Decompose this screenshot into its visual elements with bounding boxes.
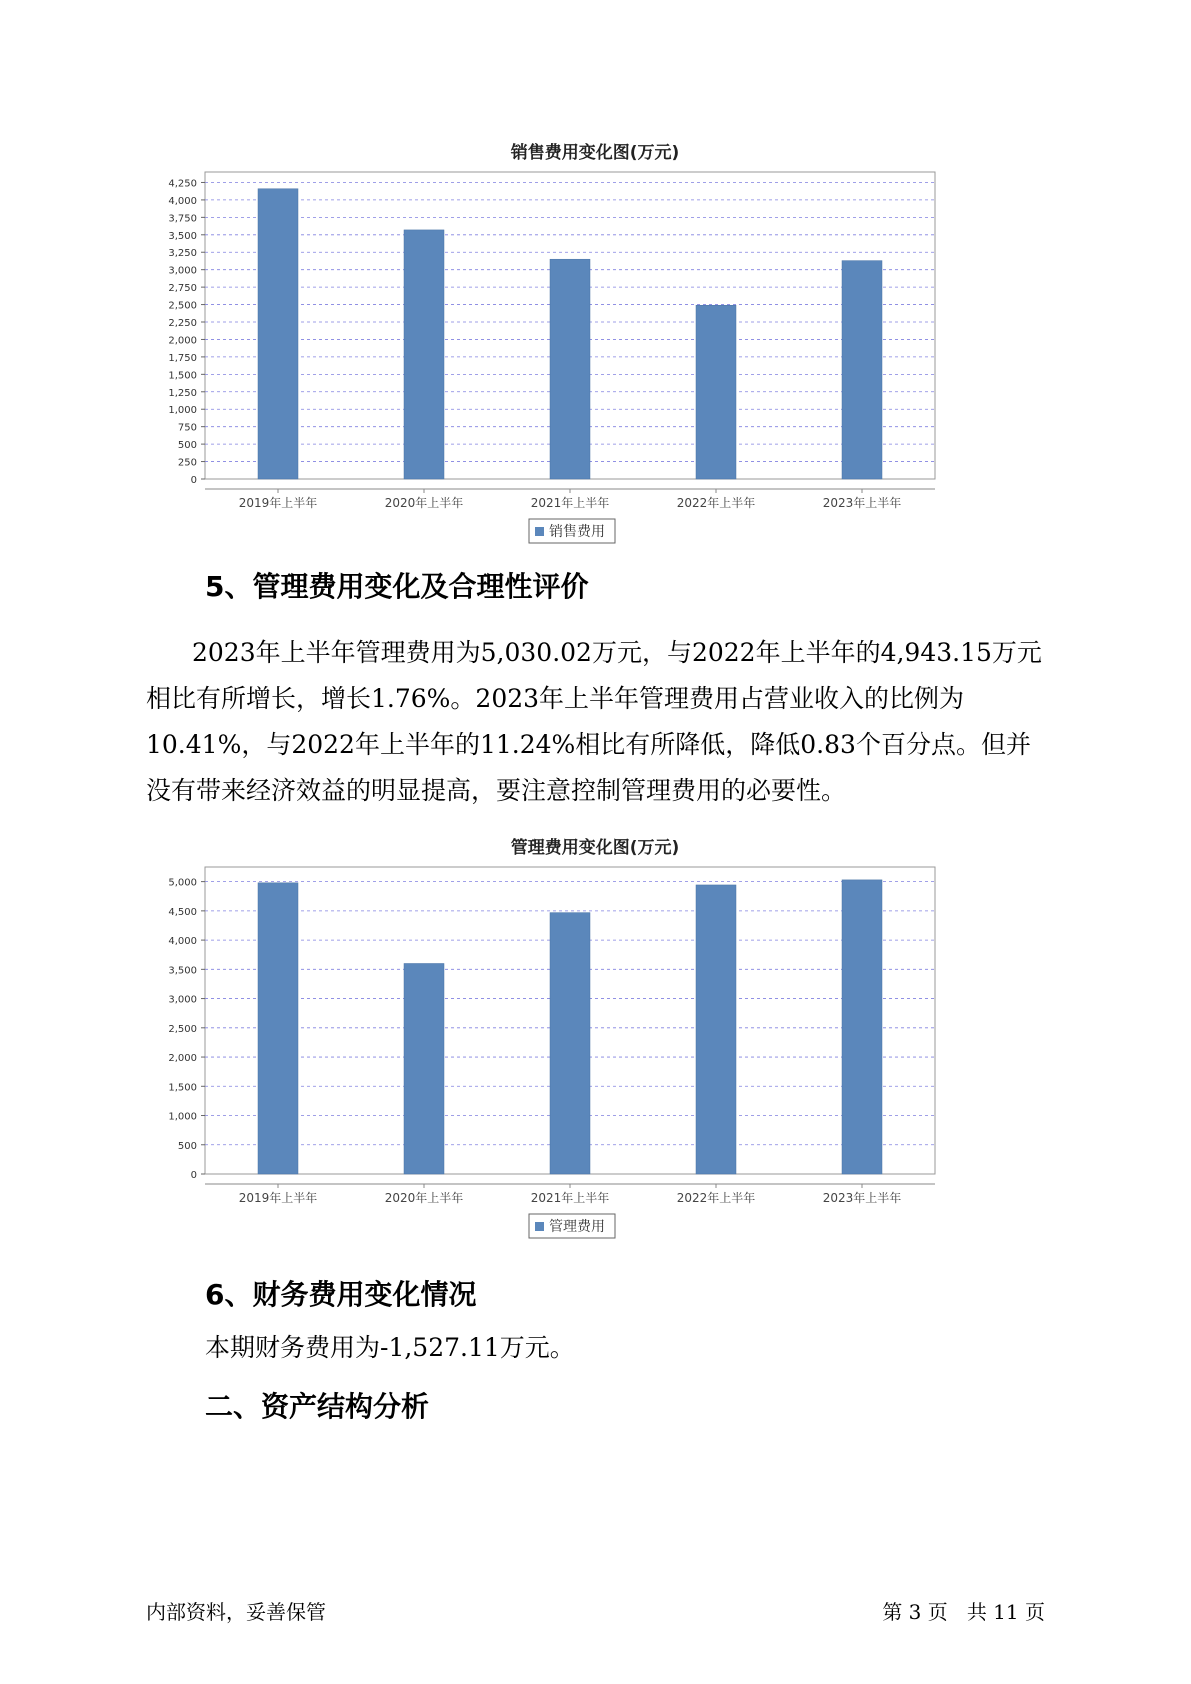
bar xyxy=(842,261,882,479)
y-tick-label: 1,500 xyxy=(168,370,197,382)
y-tick-label: 2,500 xyxy=(168,1023,197,1035)
footer-page-number: 第 3 页 共 11 页 xyxy=(882,1600,1045,1624)
x-tick-label: 2021年上半年 xyxy=(530,496,610,510)
y-tick-label: 3,000 xyxy=(168,994,197,1006)
bar xyxy=(550,259,590,479)
admin-expense-chart xyxy=(160,833,1030,1235)
y-tick-label: 4,000 xyxy=(168,195,197,207)
y-tick-label: 4,500 xyxy=(168,906,197,918)
y-tick-label: 1,000 xyxy=(168,405,197,417)
x-tick-label: 2022年上半年 xyxy=(676,1191,756,1205)
admin-expense-chart-svg xyxy=(160,859,1030,1279)
y-tick-label: 4,250 xyxy=(168,178,197,190)
sales-expense-chart xyxy=(160,138,1030,540)
section6-heading: 6、财务费用变化情况 xyxy=(205,1278,477,1311)
section-two-heading: 二、资产结构分析 xyxy=(205,1390,430,1423)
bar xyxy=(258,189,298,479)
section5-paragraph: 2023年上半年管理费用为5,030.02万元，与2022年上半年的4,943.15万元相比有所增长，增长1.76%。2023年上半年管理费用占营业收入的比例为10.41%，与2022年上半年的11.24%相比有所降低，降低0.83个百分点。但并没有带来经济效益的明显提高，要注意控制管理费用的必要性。 xyxy=(146,638,1042,805)
y-tick-label: 500 xyxy=(177,1140,197,1152)
y-tick-label: 2,500 xyxy=(168,300,197,312)
y-tick-label: 250 xyxy=(177,457,197,469)
y-tick-label: 3,500 xyxy=(168,230,197,242)
y-tick-label: 1,500 xyxy=(168,1082,197,1094)
x-tick-label: 2022年上半年 xyxy=(676,496,756,510)
x-tick-label: 2023年上半年 xyxy=(822,1191,902,1205)
bar xyxy=(404,963,444,1174)
y-tick-label: 500 xyxy=(177,440,197,452)
y-tick-label: 3,750 xyxy=(168,213,197,225)
bar xyxy=(550,913,590,1174)
bar xyxy=(696,305,736,479)
legend xyxy=(529,1214,615,1238)
legend-label: 销售费用 xyxy=(549,524,605,540)
y-tick-label: 1,000 xyxy=(168,1111,197,1123)
y-tick-label: 0 xyxy=(190,475,197,486)
y-tick-label: 3,500 xyxy=(168,965,197,977)
y-tick-label: 5,000 xyxy=(168,877,197,889)
y-tick-label: 2,000 xyxy=(168,1053,197,1065)
bar xyxy=(696,885,736,1174)
chart-title: 销售费用变化图(万元) xyxy=(510,143,680,163)
sales-expense-chart-svg xyxy=(160,164,1030,584)
bar xyxy=(842,880,882,1174)
y-tick-label: 3,250 xyxy=(168,248,197,260)
bar xyxy=(258,883,298,1174)
x-tick-label: 2023年上半年 xyxy=(822,496,902,510)
x-tick-label: 2021年上半年 xyxy=(530,1191,610,1205)
legend-label: 管理费用 xyxy=(549,1219,605,1235)
y-tick-label: 1,750 xyxy=(168,352,197,364)
y-tick-label: 2,250 xyxy=(168,318,197,330)
y-tick-label: 750 xyxy=(177,422,197,434)
x-tick-label: 2019年上半年 xyxy=(238,1191,318,1205)
y-tick-label: 2,750 xyxy=(168,283,197,295)
y-tick-label: 2,000 xyxy=(168,335,197,347)
legend xyxy=(529,519,615,543)
bar xyxy=(404,230,444,479)
legend-swatch xyxy=(535,527,544,536)
y-tick-label: 4,000 xyxy=(168,936,197,948)
x-tick-label: 2020年上半年 xyxy=(384,1191,464,1205)
legend-swatch xyxy=(535,1222,544,1231)
section6-paragraph: 本期财务费用为-1,527.11万元。 xyxy=(205,1333,575,1362)
x-tick-label: 2019年上半年 xyxy=(238,496,318,510)
footer-left: 内部资料，妥善保管 xyxy=(146,1600,326,1624)
chart-title: 管理费用变化图(万元) xyxy=(510,838,680,858)
y-tick-label: 1,250 xyxy=(168,387,197,399)
x-tick-label: 2020年上半年 xyxy=(384,496,464,510)
section5-heading: 5、管理费用变化及合理性评价 xyxy=(205,570,589,603)
y-tick-label: 3,000 xyxy=(168,265,197,277)
y-tick-label: 0 xyxy=(190,1170,197,1181)
